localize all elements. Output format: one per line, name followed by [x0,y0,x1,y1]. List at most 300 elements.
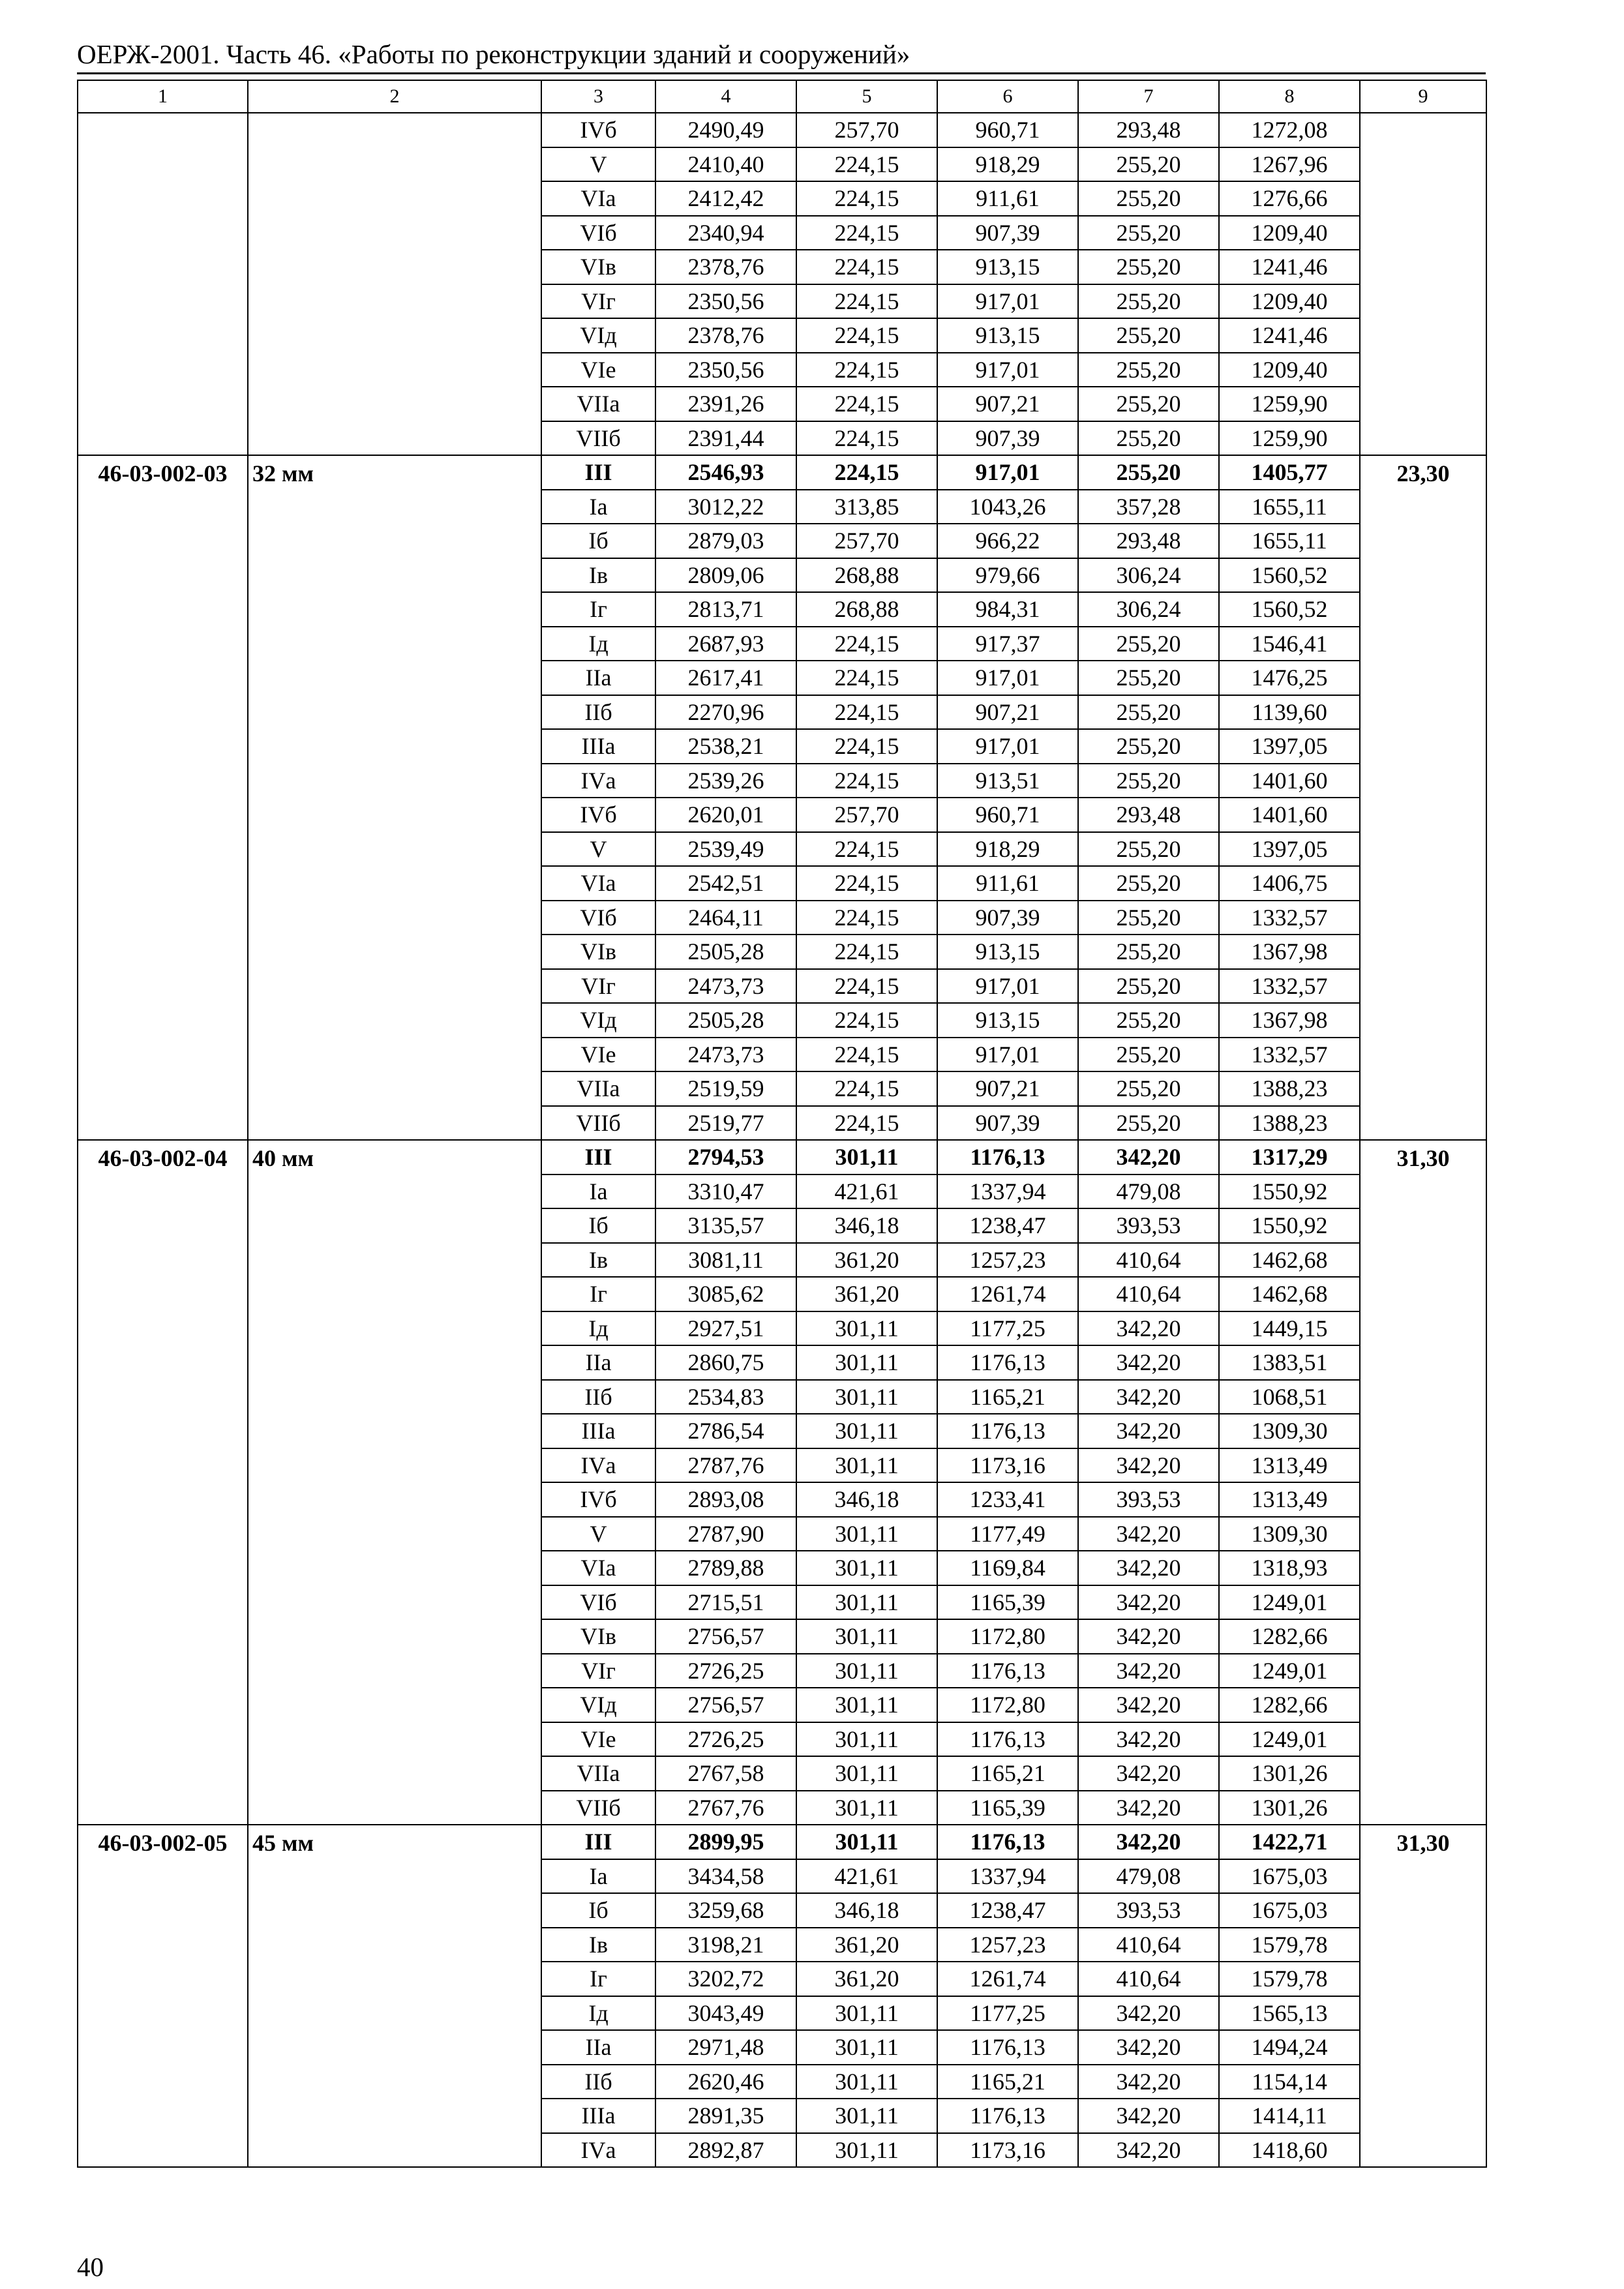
cell-col5: 421,61 [796,1859,937,1894]
cell-col6: 907,21 [937,695,1078,730]
cell-col8: 1476,25 [1219,661,1360,695]
cell-col6: 1176,13 [937,1825,1078,1859]
cell-col4: 2410,40 [655,147,796,182]
cell-zone: IVб [541,113,655,147]
cell-col6: 1238,47 [937,1893,1078,1928]
cell-col6: 1257,23 [937,1928,1078,1962]
page-number: 40 [77,2252,104,2282]
cell-col6: 1176,13 [937,1722,1078,1757]
cell-col5: 301,11 [796,1517,937,1551]
cell-col4: 2726,25 [655,1654,796,1688]
cell-col7: 255,20 [1078,216,1219,250]
cell-col7: 255,20 [1078,661,1219,695]
cell-col6: 960,71 [937,113,1078,147]
cell-col7: 255,20 [1078,1106,1219,1141]
cell-col5: 224,15 [796,284,937,319]
cell-col4: 2270,96 [655,695,796,730]
cell-col4: 3012,22 [655,490,796,524]
cell-col4: 2794,53 [655,1140,796,1174]
cell-col6: 1043,26 [937,490,1078,524]
cell-col8: 1249,01 [1219,1722,1360,1757]
cell-col5: 301,11 [796,1722,937,1757]
cell-col6: 907,21 [937,1071,1078,1106]
cell-col7: 255,20 [1078,866,1219,901]
cell-zone: VIд [541,1688,655,1722]
cell-col7: 255,20 [1078,455,1219,490]
cell-col7: 342,20 [1078,1825,1219,1859]
page-header-title: ОЕРЖ-2001. Часть 46. «Работы по реконструкции зданий и сооружений» [77,39,910,69]
cell-zone: Iб [541,524,655,558]
cell-col5: 224,15 [796,627,937,661]
cell-col6: 1165,39 [937,1585,1078,1620]
cell-col7: 342,20 [1078,1448,1219,1483]
cell-col7: 357,28 [1078,490,1219,524]
table-body [78,80,1486,2167]
cell-zone: IIIа [541,729,655,764]
cell-col5: 301,11 [796,1619,937,1654]
cell-col7: 479,08 [1078,1859,1219,1894]
cell-col8: 1655,11 [1219,524,1360,558]
cell-zone: V [541,1517,655,1551]
cell-col4: 2490,49 [655,113,796,147]
cell-col7: 255,20 [1078,627,1219,661]
cell-col5: 301,11 [796,1140,937,1174]
cell-col4: 2786,54 [655,1414,796,1448]
cell-col7: 342,20 [1078,2133,1219,2168]
cell-col8: 1154,14 [1219,2065,1360,2099]
cell-col8: 1579,78 [1219,1928,1360,1962]
cell-col4: 3310,47 [655,1174,796,1209]
cell-col5: 346,18 [796,1482,937,1517]
cell-col6: 907,39 [937,216,1078,250]
cell-col6: 1238,47 [937,1208,1078,1243]
cell-col8: 1282,66 [1219,1619,1360,1654]
cell-col8: 1313,49 [1219,1482,1360,1517]
cell-zone: IIIа [541,2099,655,2133]
cell-col8: 1550,92 [1219,1208,1360,1243]
column-header: 1 [78,80,248,113]
cell-col6: 1233,41 [937,1482,1078,1517]
cell-col6: 917,01 [937,969,1078,1004]
cell-col7: 255,20 [1078,695,1219,730]
cell-col8: 1565,13 [1219,1996,1360,2031]
cell-col7: 342,20 [1078,1551,1219,1585]
cell-col4: 2899,95 [655,1825,796,1859]
cell-col7: 255,20 [1078,901,1219,935]
cell-col6: 1176,13 [937,1414,1078,1448]
cell-col5: 224,15 [796,421,937,456]
cell-description [248,113,541,455]
cell-col4: 3135,57 [655,1208,796,1243]
cell-col5: 301,11 [796,2133,937,2168]
cell-col8: 1309,30 [1219,1414,1360,1448]
cell-col6: 1165,39 [937,1791,1078,1825]
cell-col8: 1388,23 [1219,1071,1360,1106]
cell-col6: 1173,16 [937,2133,1078,2168]
cell-col4: 3043,49 [655,1996,796,2031]
cell-col4: 2767,76 [655,1791,796,1825]
column-header: 9 [1360,80,1486,113]
cell-col5: 224,15 [796,147,937,182]
cell-zone: V [541,147,655,182]
cell-col5: 361,20 [796,1277,937,1311]
column-header: 3 [541,80,655,113]
cell-col6: 913,15 [937,1003,1078,1038]
cell-zone: III [541,455,655,490]
cell-col4: 2726,25 [655,1722,796,1757]
cell-col7: 293,48 [1078,524,1219,558]
cell-col8: 1241,46 [1219,250,1360,284]
cell-col5: 301,11 [796,1380,937,1414]
cell-zone: Iв [541,558,655,593]
cell-col4: 3085,62 [655,1277,796,1311]
cell-col6: 907,21 [937,387,1078,421]
cell-col5: 224,15 [796,729,937,764]
cell-col4: 2787,76 [655,1448,796,1483]
cell-col8: 1405,77 [1219,455,1360,490]
cell-col7: 306,24 [1078,558,1219,593]
cell-col4: 3202,72 [655,1962,796,1996]
cell-col5: 301,11 [796,1791,937,1825]
cell-col4: 2519,59 [655,1071,796,1106]
cell-col7: 255,20 [1078,387,1219,421]
cell-col4: 3081,11 [655,1243,796,1278]
cell-col8: 1139,60 [1219,695,1360,730]
cell-col8: 1414,11 [1219,2099,1360,2133]
cell-col7: 410,64 [1078,1962,1219,1996]
cell-col8: 1209,40 [1219,353,1360,387]
cell-col6: 1172,80 [937,1619,1078,1654]
cell-code: 46-03-002-04 [78,1140,248,1825]
cell-col8: 1401,60 [1219,798,1360,832]
cell-col5: 268,88 [796,558,937,593]
cell-col5: 224,15 [796,455,937,490]
cell-col5: 301,11 [796,1654,937,1688]
cell-col5: 301,11 [796,1345,937,1380]
cell-col7: 293,48 [1078,798,1219,832]
cell-zone: VIIа [541,387,655,421]
cell-col5: 301,11 [796,1756,937,1791]
column-header: 2 [248,80,541,113]
cell-col5: 421,61 [796,1174,937,1209]
cell-col6: 1337,94 [937,1174,1078,1209]
cell-col4: 2391,44 [655,421,796,456]
cell-col8: 1241,46 [1219,318,1360,353]
cell-col4: 2464,11 [655,901,796,935]
cell-col8: 1309,30 [1219,1517,1360,1551]
cell-col7: 342,20 [1078,1380,1219,1414]
cell-col7: 255,20 [1078,181,1219,216]
cell-col7: 255,20 [1078,969,1219,1004]
cell-col6: 913,51 [937,764,1078,798]
cell-zone: VIа [541,1551,655,1585]
cell-zone: VIе [541,1722,655,1757]
cell-col8: 1367,98 [1219,1003,1360,1038]
cell-col4: 2620,46 [655,2065,796,2099]
cell-zone: III [541,1825,655,1859]
cell-col6: 1177,25 [937,1311,1078,1346]
column-header: 7 [1078,80,1219,113]
cell-col8: 1655,11 [1219,490,1360,524]
cell-col5: 224,15 [796,866,937,901]
table-row [78,455,1486,490]
table-row [78,113,1486,147]
cell-col5: 224,15 [796,969,937,1004]
cell-col5: 224,15 [796,318,937,353]
cell-col6: 907,39 [937,901,1078,935]
cell-col4: 3434,58 [655,1859,796,1894]
cell-col4: 2391,26 [655,387,796,421]
cell-col7: 342,20 [1078,1791,1219,1825]
cell-col5: 224,15 [796,1038,937,1072]
cell-col5: 224,15 [796,764,937,798]
cell-zone: Iа [541,490,655,524]
cell-col5: 301,11 [796,2065,937,2099]
cell-col6: 917,37 [937,627,1078,661]
cell-col8: 1301,26 [1219,1791,1360,1825]
cell-col5: 224,15 [796,695,937,730]
cell-col9: 31,30 [1360,1825,1486,2167]
cell-col7: 255,20 [1078,353,1219,387]
cell-col7: 342,20 [1078,1722,1219,1757]
cell-zone: VIг [541,969,655,1004]
cell-col4: 2927,51 [655,1311,796,1346]
cell-zone: VIе [541,1038,655,1072]
cell-col5: 313,85 [796,490,937,524]
cell-col7: 255,20 [1078,729,1219,764]
cell-col5: 301,11 [796,1551,937,1585]
cell-col7: 342,20 [1078,1345,1219,1380]
cell-col7: 255,20 [1078,832,1219,867]
cell-col4: 2767,58 [655,1756,796,1791]
cell-col9: 31,30 [1360,1140,1486,1825]
cell-zone: Iб [541,1893,655,1928]
cell-col8: 1560,52 [1219,558,1360,593]
cell-zone: VIIб [541,421,655,456]
cell-zone: IIб [541,695,655,730]
cell-col4: 2879,03 [655,524,796,558]
cell-col8: 1560,52 [1219,592,1360,627]
cell-col6: 1165,21 [937,1756,1078,1791]
cell-col4: 2971,48 [655,2030,796,2065]
cell-col4: 2809,06 [655,558,796,593]
cell-col8: 1259,90 [1219,421,1360,456]
cell-col6: 979,66 [937,558,1078,593]
cell-col7: 342,20 [1078,1654,1219,1688]
cell-col4: 2891,35 [655,2099,796,2133]
cell-col4: 2350,56 [655,284,796,319]
cell-zone: IVб [541,798,655,832]
cell-col8: 1675,03 [1219,1859,1360,1894]
cell-col4: 2505,28 [655,1003,796,1038]
cell-col5: 224,15 [796,387,937,421]
cell-col6: 917,01 [937,353,1078,387]
cell-col6: 917,01 [937,284,1078,319]
cell-col5: 301,11 [796,2099,937,2133]
cell-zone: VIа [541,866,655,901]
cell-col8: 1397,05 [1219,729,1360,764]
cell-zone: IIIа [541,1414,655,1448]
cell-col7: 410,64 [1078,1243,1219,1278]
cell-col5: 257,70 [796,798,937,832]
cell-col6: 984,31 [937,592,1078,627]
cell-col4: 2860,75 [655,1345,796,1380]
cell-zone: IIа [541,2030,655,2065]
cell-col4: 2340,94 [655,216,796,250]
cell-zone: Iв [541,1243,655,1278]
column-header: 4 [655,80,796,113]
cell-col4: 2620,01 [655,798,796,832]
cell-col7: 342,20 [1078,2030,1219,2065]
cell-col6: 1165,21 [937,2065,1078,2099]
cell-col6: 917,01 [937,729,1078,764]
cell-col4: 2617,41 [655,661,796,695]
cell-col6: 917,01 [937,1038,1078,1072]
cell-col5: 301,11 [796,1311,937,1346]
cell-col4: 3259,68 [655,1893,796,1928]
cell-col6: 1176,13 [937,2030,1078,2065]
cell-zone: IIб [541,2065,655,2099]
header-rule [77,72,1486,74]
cell-col7: 255,20 [1078,147,1219,182]
cell-col7: 410,64 [1078,1928,1219,1962]
cell-zone: IVб [541,1482,655,1517]
cell-col5: 224,15 [796,1106,937,1141]
cell-zone: Iд [541,1311,655,1346]
cell-zone: IIа [541,1345,655,1380]
cell-zone: VIг [541,284,655,319]
cell-col4: 2546,93 [655,455,796,490]
cell-col6: 917,01 [937,455,1078,490]
cell-zone: V [541,832,655,867]
cell-col7: 255,20 [1078,1071,1219,1106]
cell-col6: 1169,84 [937,1551,1078,1585]
cell-col7: 342,20 [1078,2065,1219,2099]
cell-col8: 1462,68 [1219,1243,1360,1278]
cell-col8: 1209,40 [1219,284,1360,319]
cell-col5: 224,15 [796,901,937,935]
cell-col6: 1337,94 [937,1859,1078,1894]
cell-col6: 960,71 [937,798,1078,832]
cell-col4: 2756,57 [655,1619,796,1654]
cell-col7: 255,20 [1078,1003,1219,1038]
cell-col7: 342,20 [1078,1585,1219,1620]
cell-col4: 2539,26 [655,764,796,798]
cell-col4: 2378,76 [655,318,796,353]
cell-zone: Iб [541,1208,655,1243]
cell-col6: 1261,74 [937,1277,1078,1311]
cell-col7: 255,20 [1078,250,1219,284]
cell-zone: VIб [541,901,655,935]
cell-col8: 1550,92 [1219,1174,1360,1209]
cell-col7: 393,53 [1078,1893,1219,1928]
cell-col4: 2892,87 [655,2133,796,2168]
cell-col4: 2789,88 [655,1551,796,1585]
cell-col6: 1172,80 [937,1688,1078,1722]
cell-zone: VIв [541,935,655,969]
table-row [78,1140,1486,1174]
cell-col4: 2538,21 [655,729,796,764]
cell-col7: 342,20 [1078,1996,1219,2031]
cell-col9 [1360,113,1486,455]
cell-col8: 1383,51 [1219,1345,1360,1380]
cell-zone: III [541,1140,655,1174]
cell-col8: 1388,23 [1219,1106,1360,1141]
cell-col6: 1176,13 [937,2099,1078,2133]
cell-col8: 1282,66 [1219,1688,1360,1722]
cell-col5: 301,11 [796,1448,937,1483]
cell-col7: 342,20 [1078,1311,1219,1346]
cell-col8: 1401,60 [1219,764,1360,798]
cell-zone: VIб [541,216,655,250]
cell-col5: 301,11 [796,2030,937,2065]
cell-zone: IIа [541,661,655,695]
cell-col8: 1422,71 [1219,1825,1360,1859]
cell-col5: 301,11 [796,1996,937,2031]
cell-col7: 479,08 [1078,1174,1219,1209]
cell-col4: 2687,93 [655,627,796,661]
column-header: 5 [796,80,937,113]
cell-col7: 393,53 [1078,1482,1219,1517]
cell-col8: 1675,03 [1219,1893,1360,1928]
cell-col6: 1173,16 [937,1448,1078,1483]
cell-col5: 257,70 [796,113,937,147]
cell-col6: 1176,13 [937,1345,1078,1380]
cell-col8: 1249,01 [1219,1654,1360,1688]
cell-col8: 1418,60 [1219,2133,1360,2168]
cell-col5: 301,11 [796,1825,937,1859]
cell-col4: 3198,21 [655,1928,796,1962]
cell-description: 45 мм [248,1825,541,2167]
cell-zone: IVа [541,1448,655,1483]
cell-col7: 342,20 [1078,1140,1219,1174]
cell-col5: 257,70 [796,524,937,558]
cell-zone: Iв [541,1928,655,1962]
cell-zone: VIIб [541,1106,655,1141]
cell-col5: 224,15 [796,216,937,250]
cell-description: 40 мм [248,1140,541,1825]
cell-zone: VIв [541,1619,655,1654]
cell-col5: 224,15 [796,832,937,867]
cell-col5: 224,15 [796,1003,937,1038]
cell-col4: 2473,73 [655,1038,796,1072]
cell-col8: 1276,66 [1219,181,1360,216]
cell-col8: 1579,78 [1219,1962,1360,1996]
cell-col5: 346,18 [796,1893,937,1928]
cell-col8: 1272,08 [1219,113,1360,147]
cell-code: 46-03-002-03 [78,455,248,1140]
column-header: 8 [1219,80,1360,113]
cell-col7: 342,20 [1078,1619,1219,1654]
cell-col4: 2893,08 [655,1482,796,1517]
cell-zone: IVа [541,2133,655,2168]
cell-col6: 1261,74 [937,1962,1078,1996]
cell-zone: VIа [541,181,655,216]
cell-col6: 911,61 [937,181,1078,216]
cell-col7: 255,20 [1078,318,1219,353]
cell-zone: Iа [541,1174,655,1209]
cell-zone: VIг [541,1654,655,1688]
cell-zone: VIIа [541,1756,655,1791]
cell-col8: 1332,57 [1219,969,1360,1004]
cell-col5: 301,11 [796,1585,937,1620]
cell-col6: 917,01 [937,661,1078,695]
cell-col7: 342,20 [1078,1756,1219,1791]
cell-col8: 1317,29 [1219,1140,1360,1174]
cell-col8: 1318,93 [1219,1551,1360,1585]
cell-col8: 1449,15 [1219,1311,1360,1346]
cell-col4: 2542,51 [655,866,796,901]
